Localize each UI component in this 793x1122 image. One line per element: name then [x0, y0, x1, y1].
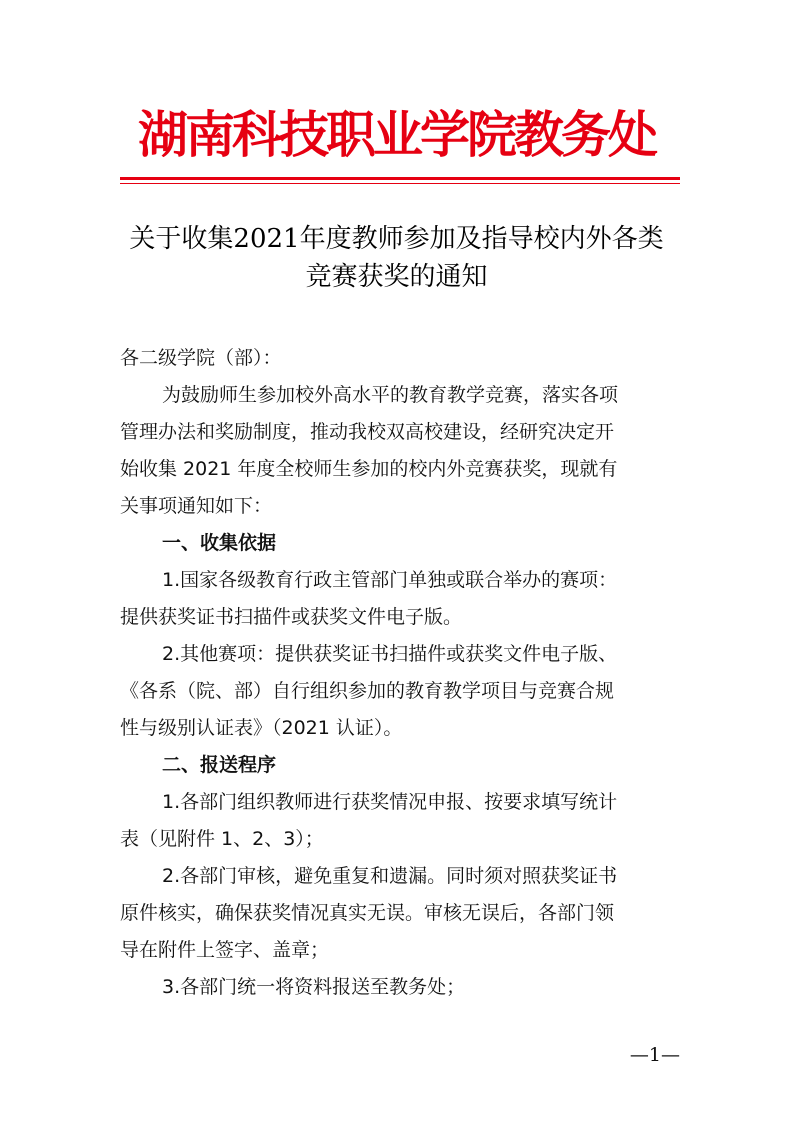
section-1-item-2-line: 性与级别认证表》（2021 认证）。	[120, 717, 403, 739]
section-2-item-2-line: 导在附件上签字、盖章；	[120, 939, 330, 961]
page-number: —1—	[629, 1044, 680, 1066]
salutation: 各二级学院（部）：	[120, 347, 282, 369]
notice-title-line-2: 竞赛获奖的通知	[305, 262, 488, 292]
masthead-rule-thick	[120, 177, 680, 180]
intro-line: 为鼓励师生参加校外高水平的教育教学竞赛，落实各项	[162, 384, 619, 406]
notice-body	[120, 340, 680, 1006]
notice-title	[110, 220, 683, 296]
intro-line: 始收集 2021 年度全校师生参加的校内外竞赛获奖，现就有	[120, 458, 618, 480]
section-2-heading: 二、报送程序	[162, 754, 277, 776]
masthead-org-name: 湖南科技职业学院教务处	[138, 105, 655, 164]
intro-line: 管理办法和奖励制度，推动我校双高校建设，经研究决定开	[120, 421, 615, 443]
section-1-heading: 一、收集依据	[162, 532, 277, 554]
section-1-item-1-line: 提供获奖证书扫描件或获奖文件电子版。	[120, 606, 463, 628]
section-2-item-2-line: 原件核实，确保获奖情况真实无误。审核无误后，各部门领	[120, 902, 615, 924]
section-1-item-2-line: 2.其他赛项：提供获奖证书扫描件或获奖文件电子版、	[162, 643, 618, 665]
section-1-item-1-line: 1.国家各级教育行政主管部门单独或联合举办的赛项：	[162, 569, 618, 591]
section-2-item-2-line: 2.各部门审核，避免重复和遗漏。同时须对照获奖证书	[162, 865, 618, 887]
section-2-item-1-line: 表（见附件 1、2、3）；	[120, 828, 324, 850]
notice-title-line-1: 关于收集2021年度教师参加及指导校内外各类	[129, 224, 664, 254]
section-2-item-1-line: 1.各部门组织教师进行获奖情况申报、按要求填写统计	[162, 791, 618, 813]
section-1-item-2-line: 《各系（院、部）自行组织参加的教育教学项目与竞赛合规	[120, 680, 615, 702]
intro-line: 关事项通知如下：	[120, 495, 273, 517]
section-2-item-3-line: 3.各部门统一将资料报送至教务处；	[162, 976, 466, 998]
masthead-rule-thin	[120, 183, 680, 184]
